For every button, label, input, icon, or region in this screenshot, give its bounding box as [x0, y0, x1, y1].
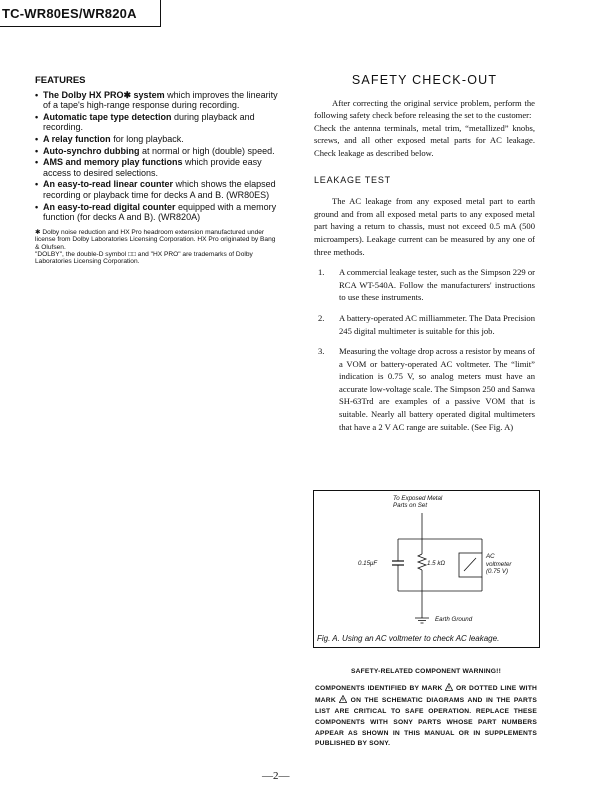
feature-item-text: during playback and recording. [43, 111, 255, 133]
resistor-zigzag [418, 554, 426, 570]
feature-item [35, 157, 280, 178]
method-number: 3. [318, 346, 325, 357]
methods-list [314, 266, 535, 433]
warning-body [315, 683, 537, 750]
warning-triangle-icon [339, 695, 347, 703]
feature-item-title: Auto-synchro dubbing [43, 145, 140, 156]
warning-text-3: ON THE SCHEMATIC DIAGRAMS AND IN THE PARTS LIST ARE CRITICAL TO SAFE OPERATION. REPLACE THESE COMPONENTS WITH SONY PARTS WHOSE PART NUMBERS APPEAR AS SHOWN IN THIS MANUAL OR IN SUPPLEMENTS PUBLISHED BY SONY. [315, 696, 538, 748]
method-text: Measuring the voltage drop across a resistor by means of a VOM or battery-operated AC voltmeter. The “limit” indication is 0.75 V, so analog meters must have an accurate low-voltage scale. The Simpson 250 and Sanwa SH-63Trd are examples of a passive VOM that is suitable. Nearly all battery operated digital multimeters that have a 2 V AC range are suitable. (See Fig. A) [339, 346, 535, 432]
bullet-icon: • [35, 201, 39, 212]
model-header: TC-WR80ES/WR820A [2, 6, 137, 21]
feature-item-text: at normal or high (double) speed. [139, 145, 275, 156]
header-rule-vertical [160, 0, 161, 27]
ground-label: Earth Ground [435, 616, 473, 623]
figure-a [313, 490, 540, 648]
feature-item [35, 90, 280, 111]
warning-triangle-icon [445, 683, 453, 691]
dolby-note-line-1: ✱ Dolby noise reduction and HX Pro headroom extension manufactured under license from Dolby Laboratories Licensing Corporation. HX Pro originated by Bang & Olufsen. [35, 228, 276, 251]
bullet-icon: • [35, 145, 39, 156]
meter-label-2: voltmeter [486, 561, 512, 568]
dolby-note [35, 229, 280, 266]
bullet-icon: • [35, 89, 39, 100]
bullet-icon: • [35, 157, 39, 168]
capacitor-label: 0.15μF [358, 560, 378, 567]
feature-item-title: An easy-to-read digital counter [43, 201, 176, 212]
bullet-icon: • [35, 133, 39, 144]
header-rule [0, 26, 160, 27]
dolby-note-line-2: "DOLBY", the double-D symbol □□ and "HX PRO" are trademarks of Dolby Laboratories Licensing Corporation. [35, 250, 253, 266]
safety-check-text: Check the antenna terminals, metal trim, “metallized” knobs, screws, and all other exposed metal parts for AC leakage. Check leakage as described below. [314, 122, 535, 158]
resistor-label: 1.5 kΩ [427, 560, 446, 567]
feature-item [35, 202, 280, 223]
leakage-test-title: LEAKAGE TEST [314, 174, 391, 185]
warning-text-2: OR DOTTED LINE WITH MARK [315, 684, 538, 704]
warning-text-1: COMPONENTS IDENTIFIED BY MARK [315, 684, 443, 692]
feature-item-title: A relay function [43, 133, 111, 144]
feature-item-text: which improves the linearity of a tape's high-range response during recording. [43, 89, 278, 111]
features-section [35, 76, 280, 266]
figure-top-label-1: To Exposed Metal [393, 495, 443, 502]
figure-top-label-2: Parts on Set [393, 502, 428, 509]
feature-item [35, 146, 280, 157]
method-item [314, 312, 535, 337]
voltmeter-box [459, 553, 482, 577]
feature-item-text: which shows the elapsed recording or playback time for decks A and B. (WR80ES) [43, 179, 276, 200]
method-number: 2. [318, 312, 325, 323]
feature-item-title: An easy-to-read linear counter [43, 179, 174, 190]
figure-caption: Fig. A. Using an AC voltmeter to check AC leakage. [317, 634, 500, 643]
method-number: 1. [318, 267, 325, 278]
method-text: A battery-operated AC milliammeter. The Data Precision 245 digital multimeter is suitable for this job. [339, 312, 535, 336]
component-warning [315, 667, 537, 750]
method-item [314, 266, 535, 304]
feature-item-title: AMS and memory play functions [43, 157, 183, 168]
safety-title: SAFETY CHECK-OUT [351, 73, 498, 87]
feature-item [35, 179, 280, 200]
safety-section [314, 74, 535, 441]
feature-item-text: which provide easy access to desired selections. [43, 157, 262, 178]
feature-item-title: Automatic tape type detection [43, 111, 172, 122]
bullet-icon: • [35, 179, 39, 190]
method-item [314, 345, 535, 433]
meter-label-3: (0.75 V) [486, 568, 509, 575]
safety-intro: After correcting the original service problem, perform the following safety check before releasing the set to the customer: [314, 97, 535, 121]
features-list [35, 90, 280, 223]
feature-item [35, 112, 280, 133]
warning-title: SAFETY-RELATED COMPONENT WARNING!! [350, 668, 502, 675]
bullet-icon: • [35, 111, 39, 122]
leakage-intro: The AC leakage from any exposed metal part to earth ground and from all exposed metal parts to any exposed metal part having a return to chassis, must not exceed 0.5 mA (500 microampers). Leakage current can be measured by any one of three methods. [314, 196, 535, 257]
feature-item [35, 134, 280, 145]
method-text: A commercial leakage tester, such as the Simpson 229 or RCA WT-540A. Follow the manufacturers' instructions to use these instruments. [339, 267, 535, 303]
voltmeter-needle [464, 558, 476, 571]
feature-item-text: equipped with a memory function (for decks A and B). (WR820A) [43, 201, 277, 223]
feature-item-title: The Dolby HX PRO✱ system [43, 89, 165, 100]
feature-item-text: for long playback. [110, 133, 184, 144]
features-title: FEATURES [35, 75, 86, 86]
page-number: —2— [262, 770, 290, 782]
meter-label-1: AC [486, 553, 495, 560]
